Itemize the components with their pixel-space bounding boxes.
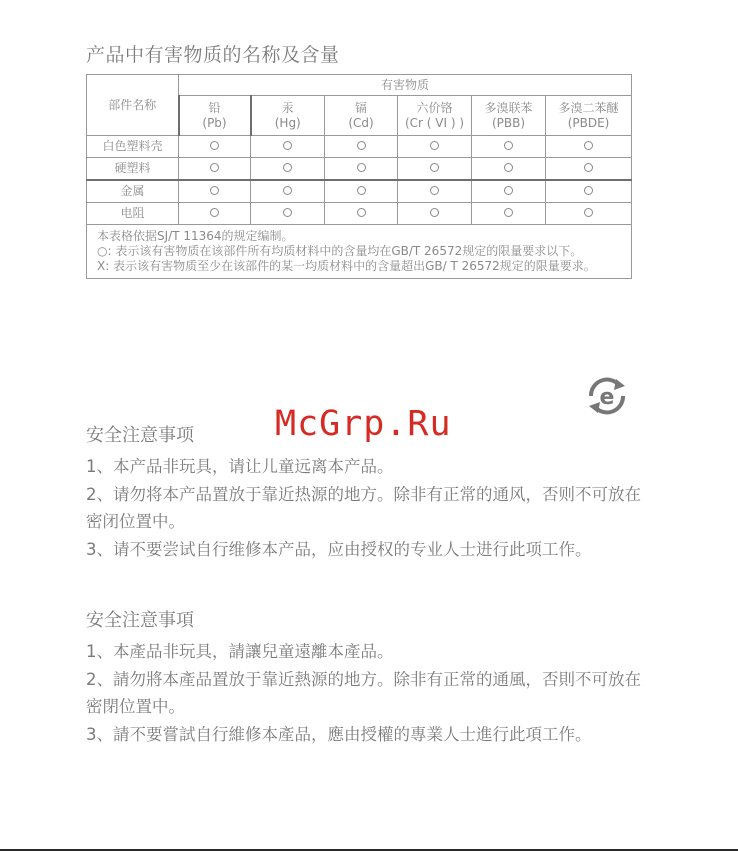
value-cell (472, 203, 546, 225)
svg-text:e: e (599, 385, 615, 410)
circle-mark (357, 186, 366, 195)
circle-mark (283, 186, 292, 195)
list-item: 3、請不要嘗試自行維修本產品，應由授權的專業人士進行此項工作。 (86, 724, 592, 744)
value-cell (546, 203, 632, 225)
note-line: ○: 表示该有害物质在该部件所有均质材料中的含量均在GB/T 26572规定的限量要求以下。 (97, 244, 583, 258)
value-cell (179, 158, 251, 181)
circle-mark (210, 186, 219, 195)
part-name: 白色塑料壳 (87, 136, 179, 158)
circle-mark (283, 163, 292, 172)
circle-mark (504, 163, 513, 172)
value-cell (398, 136, 472, 158)
list-item: 3、请不要尝试自行维修本产品，应由授权的专业人士进行此项工作。 (86, 539, 592, 559)
safety-list-simplified (86, 453, 656, 563)
column-header: 汞 (Hg) (251, 96, 325, 136)
part-name: 电阻 (87, 203, 179, 225)
value-cell (398, 180, 472, 203)
watermark-text: McGrp.Ru (275, 404, 452, 444)
circle-mark (430, 208, 439, 217)
circle-mark (357, 208, 366, 217)
note-line: 本表格依据SJ/T 11364的规定编制。 (97, 229, 294, 243)
table-row (87, 180, 632, 203)
safety-title-traditional: 安全注意事項 (86, 610, 194, 631)
value-cell (251, 136, 325, 158)
value-cell (398, 158, 472, 181)
value-cell (251, 158, 325, 181)
circle-mark (584, 186, 593, 195)
circle-mark (430, 163, 439, 172)
value-cell (251, 203, 325, 225)
value-cell (325, 203, 398, 225)
value-cell (179, 136, 251, 158)
safety-list-traditional (86, 638, 656, 748)
table-row (87, 203, 632, 225)
note-line: X: 表示该有害物质至少在该部件的某一均质材料中的含量超出GB/ T 26572规定的限量要求。 (97, 259, 596, 273)
hazardous-substances-table (86, 74, 632, 279)
list-item: 2、请勿将本产品置放于靠近热源的地方。除非有正常的通风，否则不可放在密闭位置中。 (86, 484, 641, 531)
column-header: 多溴二苯醚 (PBDE) (546, 96, 632, 136)
circle-mark (210, 208, 219, 217)
page-title: 产品中有害物质的名称及含量 (86, 44, 340, 66)
value-cell (325, 180, 398, 203)
safety-title-simplified: 安全注意事项 (86, 425, 194, 446)
list-item: 1、本產品非玩具，請讓兒童遠離本產品。 (86, 642, 394, 661)
value-cell (179, 203, 251, 225)
value-cell (472, 158, 546, 181)
circle-mark (584, 208, 593, 217)
value-cell (325, 136, 398, 158)
circle-mark (283, 141, 292, 150)
column-header: 六价铬 (Cr ( VI ) ) (398, 96, 472, 136)
value-cell (325, 158, 398, 181)
value-cell (398, 203, 472, 225)
list-item: 2、請勿將本產品置放于靠近熱源的地方。除非有正常的通風，否則不可放在密閉位置中。 (86, 669, 641, 716)
list-item: 1、本产品非玩具，请让儿童远离本产品。 (86, 457, 394, 476)
part-name: 硬塑料 (87, 158, 179, 181)
circle-mark (210, 141, 219, 150)
column-header: 镉 (Cd) (325, 96, 398, 136)
value-cell (546, 136, 632, 158)
circle-mark (504, 141, 513, 150)
circle-mark (357, 163, 366, 172)
epup-recycling-icon (585, 374, 629, 418)
value-cell (546, 158, 632, 181)
part-name: 金属 (87, 180, 179, 203)
column-header: 多溴联苯 (PBB) (472, 96, 546, 136)
part-name-header: 部件名称 (87, 75, 179, 136)
column-header: 铅 (Pb) (179, 96, 251, 136)
value-cell (179, 180, 251, 203)
circle-mark (283, 208, 292, 217)
circle-mark (210, 163, 219, 172)
table-row (87, 136, 632, 158)
circle-mark (504, 208, 513, 217)
circle-mark (504, 186, 513, 195)
circle-mark (430, 186, 439, 195)
value-cell (472, 180, 546, 203)
value-cell (251, 180, 325, 203)
value-cell (472, 136, 546, 158)
value-cell (546, 180, 632, 203)
circle-mark (430, 141, 439, 150)
substance-header: 有害物质 (179, 75, 632, 96)
circle-mark (584, 163, 593, 172)
table-notes (87, 225, 632, 279)
circle-mark (584, 141, 593, 150)
circle-mark (357, 141, 366, 150)
table-row (87, 158, 632, 181)
